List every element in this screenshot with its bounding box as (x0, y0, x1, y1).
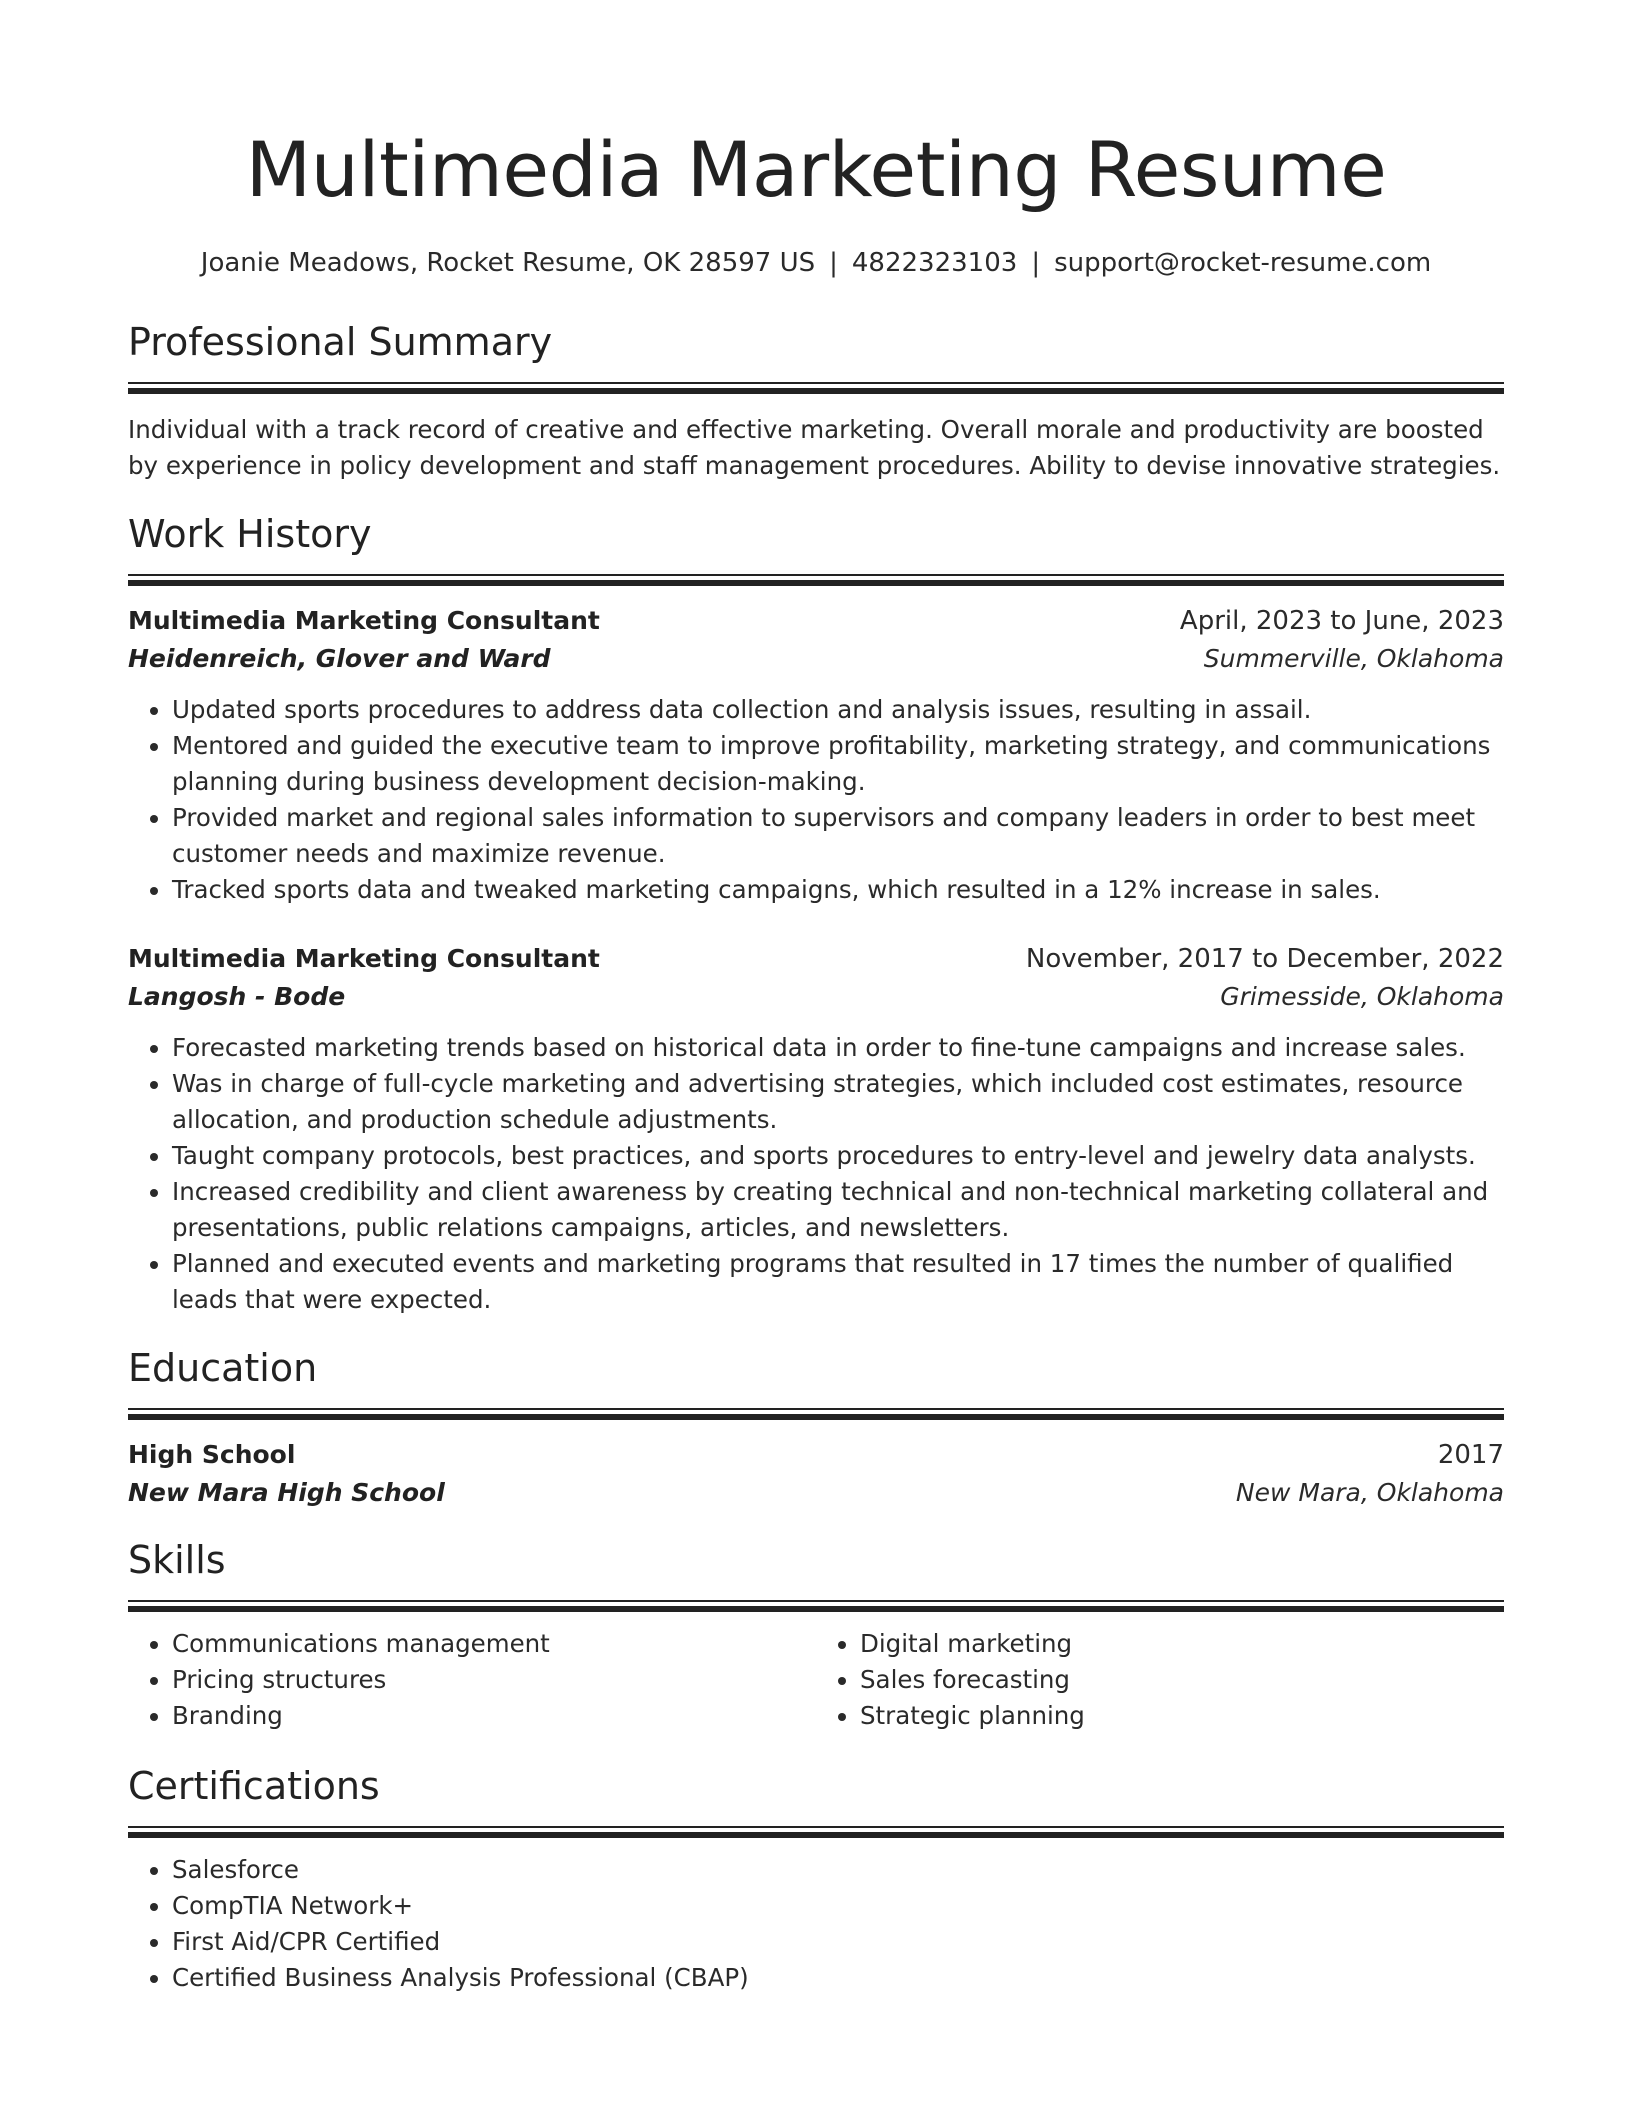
job-title: Multimedia Marketing Consultant (128, 944, 600, 973)
resume-title: Multimedia Marketing Resume (245, 125, 1387, 214)
job-location: Summerville, Oklahoma (1203, 644, 1504, 673)
list-item: • Increased credibility and client awareness by creating technical and non-technical marketing collateral and presentations, public relations campaigns, articles, and newsletters. (172, 1174, 1504, 1246)
list-item: • Provided market and regional sales information to supervisors and company leaders in order to best meet customer needs and maximize revenue. (172, 800, 1504, 872)
skill-item: • Digital marketing (860, 1626, 1504, 1662)
job-company: Heidenreich, Glover and Ward (128, 644, 551, 673)
contact-address: Joanie Meadows, Rocket Resume, OK 28597 US (200, 248, 816, 278)
certification-item: • First Aid/CPR Certified (172, 1924, 1504, 1960)
certifications-section (128, 1760, 1504, 1996)
education-location: New Mara, Oklahoma (1235, 1478, 1504, 1507)
education-heading: Education (128, 1346, 318, 1390)
section-divider (128, 574, 1504, 586)
skill-item: • Pricing structures (172, 1662, 816, 1698)
summary-text: Individual with a track record of creative and effective marketing. Overall morale and productivity are boosted by experience in policy development and staff management procedures. Ability to devise innovative strategies. (128, 415, 1501, 480)
job-bullets (128, 692, 1504, 908)
work-history-heading: Work History (128, 512, 372, 556)
list-item: • Updated sports procedures to address data collection and analysis issues, resulting in assail. (172, 692, 1504, 728)
contact-separator: | (1031, 248, 1041, 278)
job-title: Multimedia Marketing Consultant (128, 606, 600, 635)
job-location: Grimesside, Oklahoma (1220, 982, 1504, 1011)
section-divider (128, 382, 1504, 394)
skills-section (128, 1534, 1504, 1734)
list-item: • Forecasted marketing trends based on historical data in order to fine-tune campaigns and increase sales. (172, 1030, 1504, 1066)
skills-column-right (816, 1626, 1504, 1734)
summary-heading: Professional Summary (128, 320, 553, 364)
certification-item: • Certified Business Analysis Professional (CBAP) (172, 1960, 1504, 1996)
job-entry (128, 602, 1504, 908)
contact-line (128, 246, 1504, 280)
section-divider (128, 1408, 1504, 1420)
contact-email: support@rocket-resume.com (1054, 248, 1432, 278)
skills-column-left (128, 1626, 816, 1734)
job-entry (128, 940, 1504, 1318)
certifications-list (128, 1852, 1504, 1996)
skill-item: • Strategic planning (860, 1698, 1504, 1734)
education-school: New Mara High School (128, 1478, 445, 1507)
education-degree: High School (128, 1440, 296, 1469)
list-item: • Taught company protocols, best practices, and sports procedures to entry-level and jewelry data analysts. (172, 1138, 1504, 1174)
section-divider (128, 1826, 1504, 1838)
job-company: Langosh - Bode (128, 982, 346, 1011)
list-item: • Tracked sports data and tweaked marketing campaigns, which resulted in a 12% increase in sales. (172, 872, 1504, 908)
job-dates: November, 2017 to December, 2022 (1025, 944, 1504, 974)
skill-item: • Sales forecasting (860, 1662, 1504, 1698)
list-item: • Was in charge of full-cycle marketing and advertising strategies, which included cost estimates, resource allocation, and production schedule adjustments. (172, 1066, 1504, 1138)
certification-item: • CompTIA Network+ (172, 1888, 1504, 1924)
skill-item: • Branding (172, 1698, 816, 1734)
education-section (128, 1342, 1504, 1512)
contact-separator: | (829, 248, 838, 278)
skills-heading: Skills (128, 1538, 226, 1582)
list-item: • Planned and executed events and marketing programs that resulted in 17 times the number of qualified leads that were expected. (172, 1246, 1504, 1318)
skill-item: • Communications management (172, 1626, 816, 1662)
summary-section (128, 316, 1504, 484)
certification-item: • Salesforce (172, 1852, 1504, 1888)
skills-grid (128, 1626, 1504, 1734)
job-bullets (128, 1030, 1504, 1318)
job-dates: April, 2023 to June, 2023 (1179, 606, 1504, 636)
work-history-section (128, 508, 1504, 1318)
contact-phone: 4822323103 (851, 248, 1018, 278)
section-divider (128, 1600, 1504, 1612)
certifications-heading: Certifications (128, 1764, 380, 1808)
education-year: 2017 (1437, 1440, 1504, 1470)
list-item: • Mentored and guided the executive team to improve profitability, marketing strategy, and communications planning during business development decision-making. (172, 728, 1504, 800)
